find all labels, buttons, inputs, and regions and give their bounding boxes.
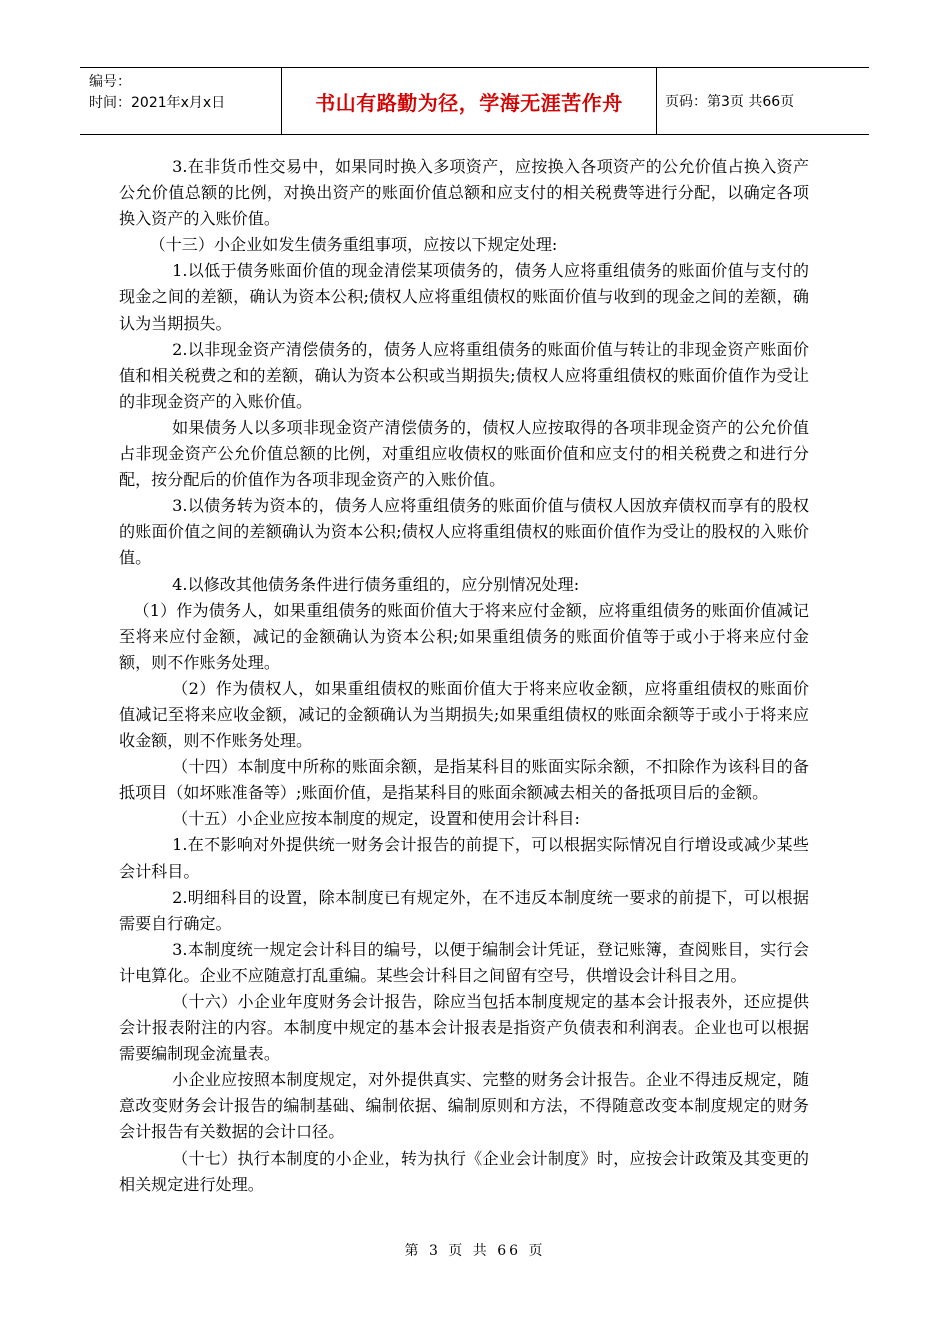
paragraph: 1.在不影响对外提供统一财务会计报告的前提下，可以根据实际情况自行增设或减少某些会计科目。 <box>119 835 809 881</box>
paragraph: 3.以债务转为资本的，债务人应将重组债务的账面价值与债权人因放弃债权而享有的股权的账面价值之间的差额确认为资本公积;债权人应将重组债权的账面价值作为受让的股权的入账价值。 <box>119 496 809 568</box>
paragraph: 小企业应按照本制度规定，对外提供真实、完整的财务会计报告。企业不得违反规定，随意改变财务会计报告的编制基础、编制依据、编制原则和方法，不得随意改变本制度规定的财务会计报告有关数据的会计口径。 <box>119 1070 809 1142</box>
page-footer: 第 3 页 共 66 页 <box>404 1243 546 1259</box>
header-page-info: 页码：第3页 共66页 <box>665 94 795 110</box>
paragraph: 2.明细科目的设置，除本制度已有规定外，在不违反本制度统一要求的前提下，可以根据需要自行确定。 <box>119 887 809 933</box>
paragraph: （十七）执行本制度的小企业，转为执行《企业会计制度》时，应按会计政策及其变更的相关规定进行处理。 <box>119 1148 809 1194</box>
header-meta-cell <box>80 68 282 134</box>
paragraph: 3.在非货币性交易中，如果同时换入多项资产，应按换入各项资产的公允价值占换入资产公允价值总额的比例，对换出资产的账面价值总额和应支付的相关税费等进行分配，以确定各项换入资产的入账价值。 <box>119 157 809 229</box>
paragraph: （十六）小企业年度财务会计报告，除应当包括本制度规定的基本会计报表外，还应提供会计报表附注的内容。本制度中规定的基本会计报表是指资产负债表和利润表。企业也可以根据需要编制现金流量表。 <box>119 992 809 1064</box>
document-date-label: 时间：2021年x月x日 <box>89 95 226 111</box>
paragraph: 4.以修改其他债务条件进行债务重组的，应分别情况处理: <box>172 574 580 594</box>
header-motto: 书山有路勤为径，学海无涯苦作舟 <box>282 68 657 134</box>
document-number-label: 编号： <box>89 74 131 90</box>
paragraph: （十三）小企业如发生债务重组事项，应按以下规定处理: <box>149 235 558 255</box>
paragraph: 1.以低于债务账面价值的现金清偿某项债务的，债务人应将重组债务的账面价值与支付的现金之间的差额，确认为资本公积;债权人应将重组债权的账面价值与收到的现金之间的差额，确认为当期损失。 <box>119 261 809 333</box>
paragraph: （十五）小企业应按本制度的规定，设置和使用会计科目: <box>172 809 580 829</box>
page-header <box>80 67 869 135</box>
paragraph: 3.本制度统一规定会计科目的编号，以便于编制会计凭证，登记账簿，查阅账目，实行会计电算化。企业不应随意打乱重编。某些会计科目之间留有空号，供增设会计科目之用。 <box>119 939 809 985</box>
document-body <box>119 154 809 1198</box>
paragraph: （2）作为债权人，如果重组债权的账面价值大于将来应收金额，应将重组债权的账面价值减记至将来应收金额，减记的金额确认为当期损失;如果重组债权的账面余额等于或小于将来应收金额，则不作账务处理。 <box>119 678 809 751</box>
paragraph: （1）作为债务人，如果重组债务的账面价值大于将来应付金额，应将重组债务的账面价值减记至将来应付金额，减记的金额确认为资本公积;如果重组债务的账面价值等于或小于将来应付金额，则不作账务处理。 <box>119 600 809 672</box>
paragraph: （十四）本制度中所称的账面余额，是指某科目的账面实际余额，不扣除作为该科目的备抵项目（如坏账准备等）;账面价值，是指某科目的账面余额减去相关的备抵项目后的金额。 <box>119 757 809 803</box>
paragraph: 如果债务人以多项非现金资产清偿债务的，债权人应按取得的各项非现金资产的公允价值占非现金资产公允价值总额的比例，对重组应收债权的账面价值和应支付的相关税费之和进行分配，按分配后的价值作为各项非现金资产的入账价值。 <box>119 417 809 490</box>
paragraph: 2.以非现金资产清偿债务的，债务人应将重组债务的账面价值与转让的非现金资产账面价值和相关税费之和的差额，确认为资本公积或当期损失;债权人应将重组债权的账面价值作为受让的非现金资产的入账价值。 <box>119 339 809 411</box>
